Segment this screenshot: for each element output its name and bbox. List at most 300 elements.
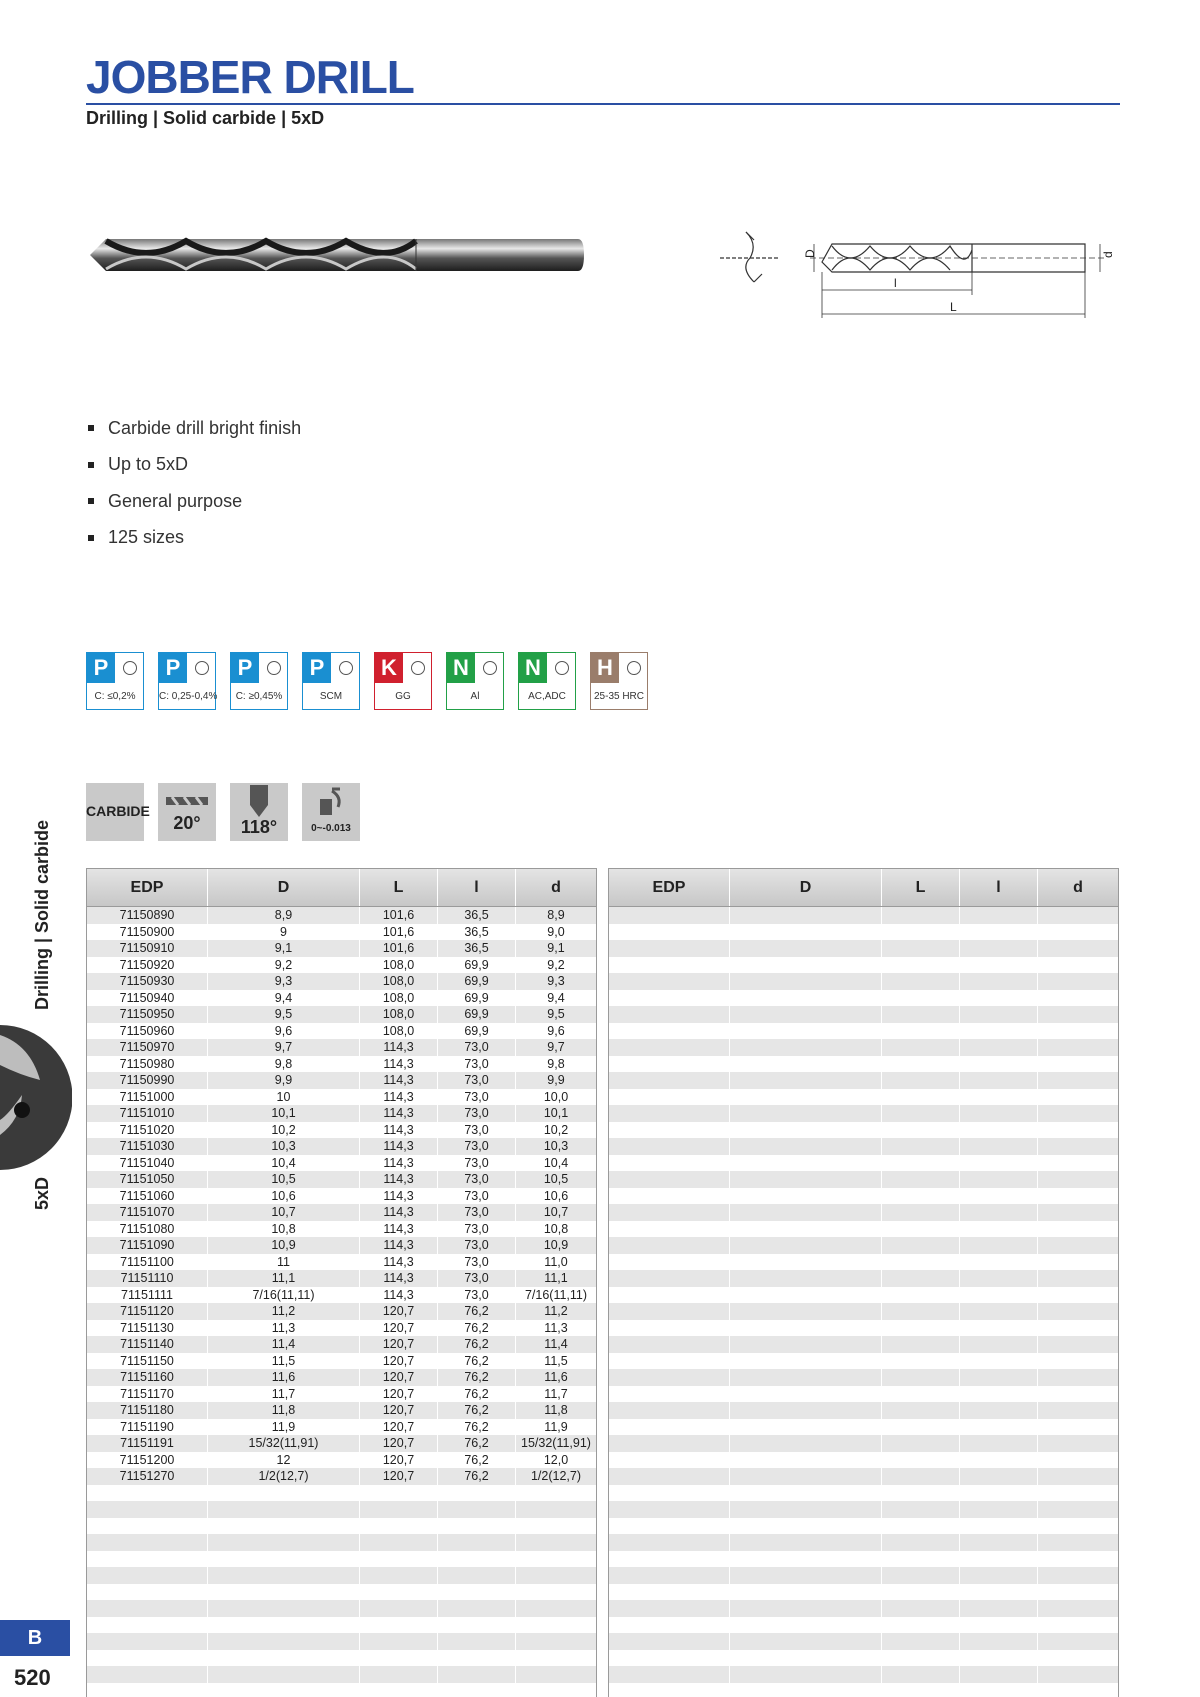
- table-cell: 114,3: [360, 1056, 438, 1073]
- table-cell: 9,1: [547, 941, 565, 955]
- table-cell: [882, 1534, 960, 1551]
- table-cell: 71151270: [87, 1468, 208, 1485]
- table-cell: [1038, 1369, 1118, 1386]
- table-cell: [87, 1534, 208, 1551]
- table-cell: [360, 1600, 438, 1617]
- table-cell: [208, 1551, 360, 1568]
- feature-item: General purpose: [88, 483, 301, 520]
- table-cell: [516, 1584, 596, 1601]
- circle-icon: [627, 661, 641, 675]
- table-cell: [730, 1419, 882, 1436]
- table-cell: [360, 1485, 438, 1502]
- table-row: [87, 1617, 596, 1634]
- table-cell: [609, 1633, 730, 1650]
- table-cell: 76,2: [438, 1303, 516, 1320]
- table-row: [87, 1633, 596, 1650]
- table-cell: 71151010: [87, 1105, 208, 1122]
- table-cell: [87, 1567, 208, 1584]
- table-cell: [609, 1336, 730, 1353]
- table-cell: [208, 1567, 360, 1584]
- table-cell: [1038, 1633, 1118, 1650]
- table-cell: [730, 1336, 882, 1353]
- table-cell: [516, 1518, 596, 1535]
- col-header-edp: EDP: [609, 869, 730, 906]
- table-cell: [208, 1584, 360, 1601]
- table-cell: 71150980: [87, 1056, 208, 1073]
- table-cell: [730, 973, 882, 990]
- table-cell: 71151191: [87, 1435, 208, 1452]
- table-cell: [882, 1287, 960, 1304]
- table-cell: 9,9: [208, 1072, 360, 1089]
- material-desc: SCM: [319, 691, 343, 702]
- table-cell: [730, 1617, 882, 1634]
- table-row: [87, 1402, 596, 1419]
- table-cell: [1038, 1468, 1118, 1485]
- tolerance-icon: 0~-0.013: [302, 783, 360, 841]
- table-cell: 71151160: [87, 1369, 208, 1386]
- table-cell: 76,2: [438, 1419, 516, 1436]
- table-cell: 11,5: [208, 1353, 360, 1370]
- table-cell: [960, 924, 1038, 941]
- table-cell: 11,7: [544, 1386, 568, 1401]
- table-cell: 71151030: [87, 1138, 208, 1155]
- table-cell: 10,4: [208, 1155, 360, 1172]
- table-row: [87, 1237, 596, 1254]
- table-cell: [960, 907, 1038, 924]
- table-cell: [609, 1221, 730, 1238]
- table-cell: 36,5: [438, 924, 516, 941]
- table-row: [87, 1567, 596, 1584]
- table-cell: 76,2: [438, 1353, 516, 1370]
- table-cell: [960, 1369, 1038, 1386]
- table-cell: [882, 1122, 960, 1139]
- table-cell: [609, 1204, 730, 1221]
- tool-spec-icons: [86, 783, 374, 841]
- table-row: [609, 1567, 1118, 1584]
- table-cell: 71150950: [87, 1006, 208, 1023]
- table-cell: [1038, 1138, 1118, 1155]
- table-cell: [609, 973, 730, 990]
- table-cell: 69,9: [438, 1023, 516, 1040]
- table-cell: [730, 1122, 882, 1139]
- table-row: [87, 1056, 596, 1073]
- table-cell: [960, 1089, 1038, 1106]
- table-cell: [609, 1105, 730, 1122]
- table-cell: 71151100: [87, 1254, 208, 1271]
- table-row: [87, 973, 596, 990]
- table-cell: [516, 1567, 596, 1584]
- table-cell: [960, 1039, 1038, 1056]
- table-row: [609, 1600, 1118, 1617]
- table-row: [609, 1171, 1118, 1188]
- table-cell: 76,2: [438, 1468, 516, 1485]
- table-cell: [730, 1270, 882, 1287]
- table-cell: 120,7: [360, 1452, 438, 1469]
- table-cell: [609, 940, 730, 957]
- table-cell: [960, 940, 1038, 957]
- table-cell: [960, 1023, 1038, 1040]
- table-cell: [609, 1452, 730, 1469]
- table-row: [87, 1303, 596, 1320]
- table-cell: [960, 1204, 1038, 1221]
- table-cell: 71150970: [87, 1039, 208, 1056]
- table-cell: 11,6: [544, 1370, 568, 1384]
- table-cell: [609, 1567, 730, 1584]
- table-cell: [609, 1369, 730, 1386]
- table-header: [87, 869, 596, 907]
- table-row: [609, 1320, 1118, 1337]
- table-row: [609, 1105, 1118, 1122]
- table-cell: [609, 1402, 730, 1419]
- table-cell: 11,9: [544, 1419, 568, 1434]
- table-row: [87, 1023, 596, 1040]
- table-cell: 11,5: [544, 1353, 568, 1368]
- table-cell: [438, 1518, 516, 1535]
- table-cell: [360, 1518, 438, 1535]
- table-cell: 11,2: [208, 1303, 360, 1320]
- table-cell: [609, 1254, 730, 1271]
- material-icon: [374, 652, 432, 710]
- side-category-label: Drilling | Solid carbide: [32, 819, 52, 1010]
- table-cell: [609, 1551, 730, 1568]
- table-cell: [960, 1452, 1038, 1469]
- table-cell: [730, 1501, 882, 1518]
- table-cell: [882, 1204, 960, 1221]
- table-cell: 71151040: [87, 1155, 208, 1172]
- table-cell: 73,0: [438, 1138, 516, 1155]
- table-cell: 73,0: [438, 1039, 516, 1056]
- table-cell: [730, 940, 882, 957]
- table-cell: [882, 1089, 960, 1106]
- table-cell: 9,1: [208, 940, 360, 957]
- material-letter: P: [87, 653, 115, 683]
- table-cell: [516, 1534, 596, 1551]
- table-cell: [882, 1072, 960, 1089]
- feature-item: 125 sizes: [88, 520, 301, 557]
- table-row: [87, 1006, 596, 1023]
- table-cell: [730, 957, 882, 974]
- table-row: [87, 1270, 596, 1287]
- table-row: [87, 1435, 596, 1452]
- table-row: [87, 1188, 596, 1205]
- table-cell: [960, 1435, 1038, 1452]
- material-suitability-icons: [86, 652, 662, 710]
- table-cell: [960, 1534, 1038, 1551]
- table-cell: 108,0: [360, 973, 438, 990]
- table-cell: 11,1: [544, 1271, 568, 1285]
- material-desc: GG: [395, 691, 411, 702]
- table-cell: 71151000: [87, 1089, 208, 1106]
- col-header-l: l: [960, 869, 1038, 906]
- material-icon: [86, 652, 144, 710]
- table-cell: [960, 973, 1038, 990]
- table-cell: 71150940: [87, 990, 208, 1007]
- table-cell: [87, 1633, 208, 1650]
- table-row: [87, 940, 596, 957]
- col-header-d: d: [1073, 878, 1083, 896]
- table-cell: [730, 924, 882, 941]
- table-cell: [960, 1287, 1038, 1304]
- table-cell: 9: [208, 924, 360, 941]
- table-cell: [609, 1600, 730, 1617]
- table-cell: 7/16(11,11): [524, 1287, 588, 1302]
- table-cell: [1038, 1122, 1118, 1139]
- table-cell: [609, 1089, 730, 1106]
- table-cell: 114,3: [360, 1105, 438, 1122]
- table-cell: 10,1: [208, 1105, 360, 1122]
- table-row: [609, 1419, 1118, 1436]
- material-icon: [158, 652, 216, 710]
- table-row: [609, 1089, 1118, 1106]
- circle-icon: [195, 661, 209, 675]
- table-cell: [516, 1650, 596, 1667]
- table-cell: 12,0: [543, 1452, 569, 1467]
- table-cell: [960, 1485, 1038, 1502]
- table-cell: [960, 1105, 1038, 1122]
- table-row: [87, 1122, 596, 1139]
- table-row: [609, 1353, 1118, 1370]
- table-cell: [208, 1534, 360, 1551]
- table-cell: [960, 1551, 1038, 1568]
- table-cell: [438, 1666, 516, 1683]
- table-cell: 9,4: [208, 990, 360, 1007]
- table-cell: 69,9: [438, 957, 516, 974]
- table-cell: [609, 1419, 730, 1436]
- table-cell: 11,4: [208, 1336, 360, 1353]
- table-cell: [1038, 1666, 1118, 1683]
- table-cell: [609, 1534, 730, 1551]
- table-cell: 114,3: [360, 1188, 438, 1205]
- table-cell: [208, 1666, 360, 1683]
- table-cell: [1038, 1567, 1118, 1584]
- table-cell: [1038, 907, 1118, 924]
- table-cell: 10,8: [208, 1221, 360, 1238]
- table-cell: [609, 1386, 730, 1403]
- table-cell: 76,2: [438, 1369, 516, 1386]
- table-cell: [1038, 924, 1118, 941]
- table-cell: [609, 1435, 730, 1452]
- table-cell: 9,9: [547, 1073, 565, 1087]
- table-row: [609, 1666, 1118, 1683]
- table-cell: [882, 1617, 960, 1634]
- table-cell: [87, 1600, 208, 1617]
- material-desc: C: ≥0,45%: [235, 691, 283, 702]
- table-cell: [1038, 1254, 1118, 1271]
- table-cell: [609, 1518, 730, 1535]
- table-cell: [882, 1023, 960, 1040]
- table-cell: [730, 1468, 882, 1485]
- table-row: [87, 1039, 596, 1056]
- table-row: [609, 1122, 1118, 1139]
- table-cell: 71150910: [87, 940, 208, 957]
- table-cell: 108,0: [360, 1006, 438, 1023]
- drill-point-icon: [230, 785, 288, 819]
- table-cell: 10,1: [543, 1106, 569, 1120]
- table-cell: [882, 1419, 960, 1436]
- table-row: [609, 1188, 1118, 1205]
- table-cell: 71151120: [87, 1303, 208, 1320]
- table-row: [609, 1633, 1118, 1650]
- table-row: [87, 1221, 596, 1238]
- table-cell: 36,5: [438, 940, 516, 957]
- table-cell: [87, 1551, 208, 1568]
- table-cell: [960, 1584, 1038, 1601]
- table-cell: 108,0: [360, 957, 438, 974]
- table-cell: 120,7: [360, 1468, 438, 1485]
- table-cell: [438, 1650, 516, 1667]
- table-cell: [960, 957, 1038, 974]
- table-cell: [1038, 1303, 1118, 1320]
- table-cell: [208, 1501, 360, 1518]
- material-letter: P: [231, 653, 259, 683]
- table-cell: [730, 1485, 882, 1502]
- table-row: [609, 1386, 1118, 1403]
- table-cell: [730, 1666, 882, 1683]
- table-cell: 10,4: [543, 1155, 569, 1170]
- table-cell: 10,2: [543, 1122, 569, 1137]
- table-cell: [960, 1303, 1038, 1320]
- table-row: [87, 1518, 596, 1535]
- table-cell: [609, 1617, 730, 1634]
- table-cell: [87, 1617, 208, 1634]
- table-cell: [730, 1303, 882, 1320]
- table-cell: 120,7: [360, 1402, 438, 1419]
- table-cell: 120,7: [360, 1386, 438, 1403]
- point-angle-icon: 118°: [230, 783, 288, 841]
- table-cell: [516, 1617, 596, 1634]
- feature-item: Up to 5xD: [88, 447, 301, 484]
- table-cell: 73,0: [438, 1254, 516, 1271]
- table-cell: [882, 1584, 960, 1601]
- dim-L-label: L: [950, 300, 957, 314]
- circle-icon: [411, 661, 425, 675]
- table-row: [87, 1369, 596, 1386]
- table-row: [609, 1138, 1118, 1155]
- table-cell: [609, 1039, 730, 1056]
- table-cell: [882, 1056, 960, 1073]
- table-row: [609, 1155, 1118, 1172]
- table-cell: 15/32(11,91): [208, 1435, 360, 1452]
- table-cell: [960, 1617, 1038, 1634]
- table-cell: [882, 1468, 960, 1485]
- table-cell: [609, 990, 730, 1007]
- table-cell: [1038, 990, 1118, 1007]
- table-cell: [609, 1122, 730, 1139]
- table-cell: 71151170: [87, 1386, 208, 1403]
- bullet-icon: [88, 425, 94, 431]
- material-desc: 25-35 HRC: [593, 691, 645, 702]
- table-cell: [730, 1518, 882, 1535]
- table-cell: [730, 1204, 882, 1221]
- table-row: [87, 1336, 596, 1353]
- table-cell: [1038, 1501, 1118, 1518]
- table-cell: [438, 1600, 516, 1617]
- table-row: [609, 1485, 1118, 1502]
- col-header-L: L: [360, 869, 438, 906]
- table-cell: 12: [208, 1452, 360, 1469]
- table-cell: [516, 1551, 596, 1568]
- table-cell: [1038, 957, 1118, 974]
- table-cell: [960, 990, 1038, 1007]
- table-row: [609, 1452, 1118, 1469]
- table-cell: 73,0: [438, 1155, 516, 1172]
- table-row: [87, 1386, 596, 1403]
- table-cell: 11,4: [544, 1337, 568, 1351]
- table-cell: 101,6: [360, 940, 438, 957]
- table-cell: [1038, 1023, 1118, 1040]
- col-header-d: d: [551, 878, 561, 896]
- table-cell: [208, 1485, 360, 1502]
- table-cell: [360, 1650, 438, 1667]
- table-cell: [208, 1683, 360, 1697]
- table-cell: [1038, 1171, 1118, 1188]
- table-row: [609, 907, 1118, 924]
- table-cell: [960, 1056, 1038, 1073]
- table-cell: [960, 1320, 1038, 1337]
- table-row: [609, 1551, 1118, 1568]
- table-cell: 73,0: [438, 1237, 516, 1254]
- col-header-L: L: [882, 869, 960, 906]
- material-icon: [590, 652, 648, 710]
- table-cell: 73,0: [438, 1122, 516, 1139]
- table-row: [87, 1287, 596, 1304]
- material-letter: K: [375, 653, 403, 683]
- table-cell: 71150890: [87, 907, 208, 924]
- table-cell: [609, 957, 730, 974]
- table-cell: 71151200: [87, 1452, 208, 1469]
- table-cell: 10,9: [543, 1238, 569, 1252]
- table-cell: [730, 1452, 882, 1469]
- drill-cross-section-graphic: [0, 1025, 72, 1175]
- table-cell: 108,0: [360, 1023, 438, 1040]
- table-cell: [360, 1683, 438, 1697]
- table-header: [609, 869, 1118, 907]
- table-cell: 71151180: [87, 1402, 208, 1419]
- shank-tolerance-icon: [302, 785, 360, 821]
- table-cell: [609, 1155, 730, 1172]
- section-tab: B: [0, 1620, 70, 1656]
- table-row: [609, 1501, 1118, 1518]
- table-cell: 120,7: [360, 1353, 438, 1370]
- table-row: [87, 957, 596, 974]
- table-cell: 9,5: [547, 1007, 565, 1021]
- bullet-icon: [88, 462, 94, 468]
- table-row: [87, 1171, 596, 1188]
- table-cell: 114,3: [360, 1204, 438, 1221]
- table-row: [87, 1452, 596, 1469]
- table-cell: [730, 990, 882, 1007]
- table-cell: [960, 1567, 1038, 1584]
- table-row: [609, 1303, 1118, 1320]
- table-cell: [438, 1534, 516, 1551]
- table-cell: [882, 1551, 960, 1568]
- table-cell: [438, 1551, 516, 1568]
- table-cell: 120,7: [360, 1336, 438, 1353]
- table-cell: [730, 1584, 882, 1601]
- table-cell: [882, 1353, 960, 1370]
- table-cell: [1038, 1402, 1118, 1419]
- material-icon: [446, 652, 504, 710]
- table-cell: [882, 1600, 960, 1617]
- table-row: [609, 1287, 1118, 1304]
- table-cell: [882, 1155, 960, 1172]
- table-cell: [730, 1650, 882, 1667]
- table-row: [87, 1155, 596, 1172]
- table-row: [87, 1138, 596, 1155]
- table-cell: [360, 1666, 438, 1683]
- product-table: [86, 868, 597, 1697]
- table-cell: [87, 1501, 208, 1518]
